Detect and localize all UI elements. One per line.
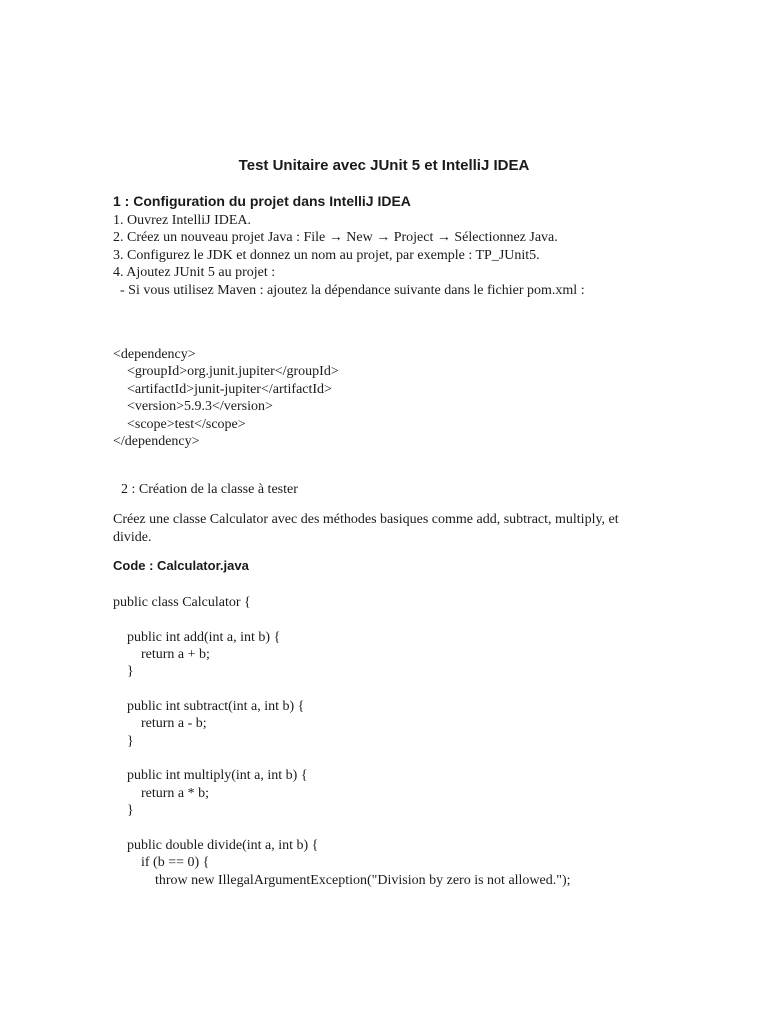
code-line: throw new IllegalArgumentException("Division by zero is not allowed."); — [113, 872, 571, 888]
code-line: <version>5.9.3</version> — [113, 399, 273, 415]
code-line: if (b == 0) { — [113, 855, 210, 871]
setup-step: 4. Ajoutez JUnit 5 au projet : — [113, 265, 276, 281]
code-line: } — [113, 664, 134, 680]
code-line: return a * b; — [113, 785, 210, 801]
calculator-code-block — [113, 594, 571, 889]
code-line: public class Calculator { — [113, 595, 251, 610]
document-title: Test Unitaire avec JUnit 5 et IntelliJ IDEA — [238, 157, 530, 174]
code-line — [113, 819, 571, 836]
code-line: } — [113, 803, 134, 819]
setup-step: - Si vous utilisez Maven : ajoutez la dépendance suivante dans le fichier pom.xml : — [113, 282, 585, 298]
code-line: return a + b; — [113, 647, 210, 663]
setup-step: 1. Ouvrez IntelliJ IDEA. — [113, 213, 252, 228]
code-line — [113, 681, 571, 698]
code-line: <dependency> — [113, 347, 196, 362]
code-line: } — [113, 733, 134, 749]
code-line — [113, 750, 571, 767]
code-line: public double divide(int a, int b) { — [113, 837, 319, 853]
code-label: Code : Calculator.java — [113, 558, 249, 573]
code-line: </dependency> — [113, 433, 200, 449]
setup-step: 3. Configurez le JDK et donnez un nom au projet, par exemple : TP_JUnit5. — [113, 247, 540, 263]
code-line: return a - b; — [113, 716, 207, 732]
code-line: public int multiply(int a, int b) { — [113, 768, 308, 784]
code-line: public int add(int a, int b) { — [113, 629, 281, 645]
setup-steps-list — [113, 212, 585, 299]
setup-step: 2. Créez un nouveau projet Java : File → New → Project → Sélectionnez Java. — [113, 230, 558, 246]
section-1-heading: 1 : Configuration du projet dans IntelliJ IDEA — [113, 193, 411, 209]
maven-dependency-snippet — [113, 346, 339, 450]
section-2-paragraph: Créez une classe Calculator avec des méthodes basiques comme add, subtract, multiply, et divide. — [113, 512, 619, 545]
code-line: public int subtract(int a, int b) { — [113, 699, 305, 715]
code-line — [113, 611, 571, 628]
code-line: <scope>test</scope> — [113, 416, 246, 432]
section-2-heading: 2 : Création de la classe à tester — [121, 482, 298, 497]
code-line: <groupId>org.junit.jupiter</groupId> — [113, 364, 339, 380]
code-line: <artifactId>junit-jupiter</artifactId> — [113, 381, 332, 397]
